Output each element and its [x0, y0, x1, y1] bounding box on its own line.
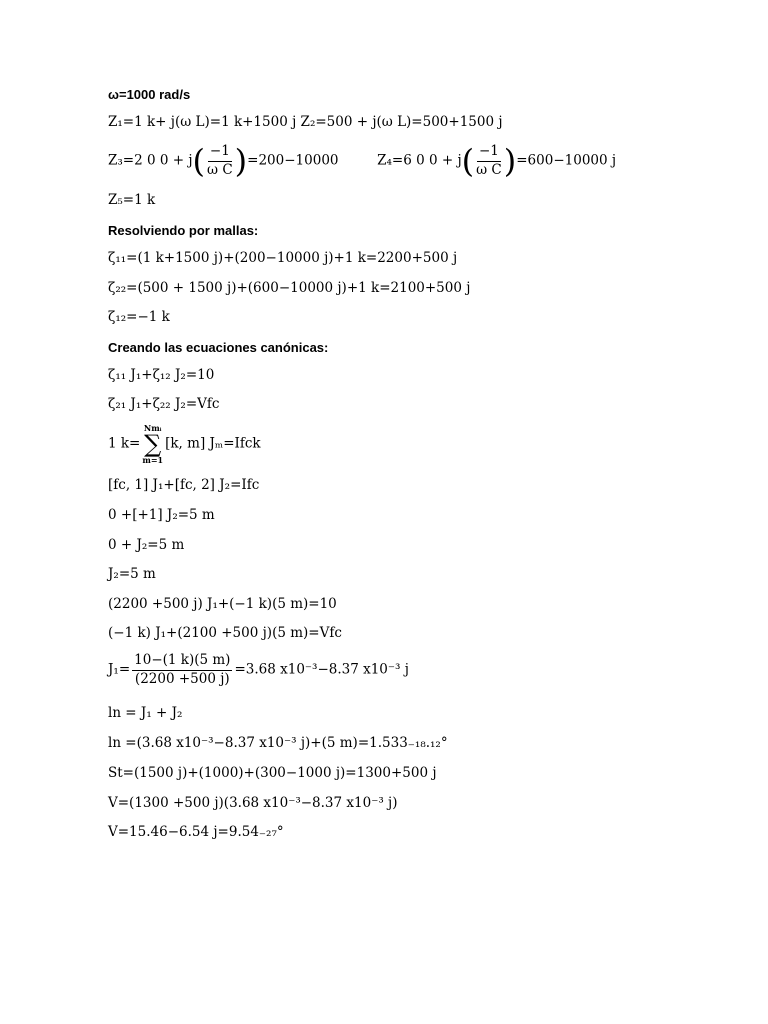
substitution-1: (2200 +500 j) J₁+(−1 k)(5 m)=10 [108, 596, 337, 612]
equation-2: ζ₂₁ J₁+ζ₂₂ J₂=Vfc [108, 396, 220, 412]
v-product-line: V=(1300 +500 j)(3.68 x10⁻³−8.37 x10⁻³ j) [108, 795, 398, 811]
j2-step-1: 0 +[+1] J₂=5 m [108, 507, 215, 523]
frequency-line: ω=1000 rad/s [108, 87, 191, 102]
substitution-2: (−1 k) J₁+(2100 +500 j)(5 m)=Vfc [108, 625, 342, 641]
v-result-line: V=15.46−6.54 j=9.54₋₂₇° [108, 824, 284, 840]
zeta22-line: ζ₂₂=(500 + 1500 j)+(600−10000 j)+1 k=2100+500 j [108, 280, 471, 296]
equation-1: ζ₁₁ J₁+ζ₁₂ J₂=10 [108, 367, 215, 383]
ln-definition: ln = J₁ + J₂ [108, 705, 183, 721]
fc-line: [fc, 1] J₁+[fc, 2] J₂=Ifc [108, 477, 260, 493]
z3-z4-line: Z₃=2 0 0 + j( $\frac{-1}{\text{ω C}}$ )=200−10000 Z₄=6 0 0 + j( $\frac{-1}{\text{ω C}}$ )=600−10000 j [108, 142, 617, 180]
ln-result: ln =(3.68 x10⁻³−8.37 x10⁻³ j)+(5 m)=1.533₋₁₈.₁₂° [108, 735, 448, 751]
zeta11-line: ζ₁₁=(1 k+1500 j)+(200−10000 j)+1 k=2200+500 j [108, 250, 458, 266]
z1-z2-line: Z₁=1 k+ j(ω L)=1 k+1500 j Z₂=500 + j(ω L)=500+1500 j [108, 114, 503, 130]
section-heading-canonicas: Creando las ecuaciones canónicas: [108, 340, 329, 355]
zeta12-line: ζ₁₂=−1 k [108, 309, 170, 325]
st-line: St=(1500 j)+(1000)+(300−1000 j)=1300+500 j [108, 765, 437, 781]
summation-line: 1 k= Nmᵢ ∑ m=1 [k, m] Jₘ=Ifck [108, 423, 261, 465]
j2-result: J₂=5 m [108, 566, 156, 582]
z5-line: Z₅=1 k [108, 192, 156, 208]
section-heading-mallas: Resolviendo por mallas: [108, 223, 259, 238]
j1-fraction-line: J₁= $\frac{10-(1 k)(5 m)}{(2200 +500 j)}$ =3.68 x10⁻³−8.37 x10⁻³ j [108, 652, 409, 687]
j2-step-2: 0 + J₂=5 m [108, 537, 185, 553]
